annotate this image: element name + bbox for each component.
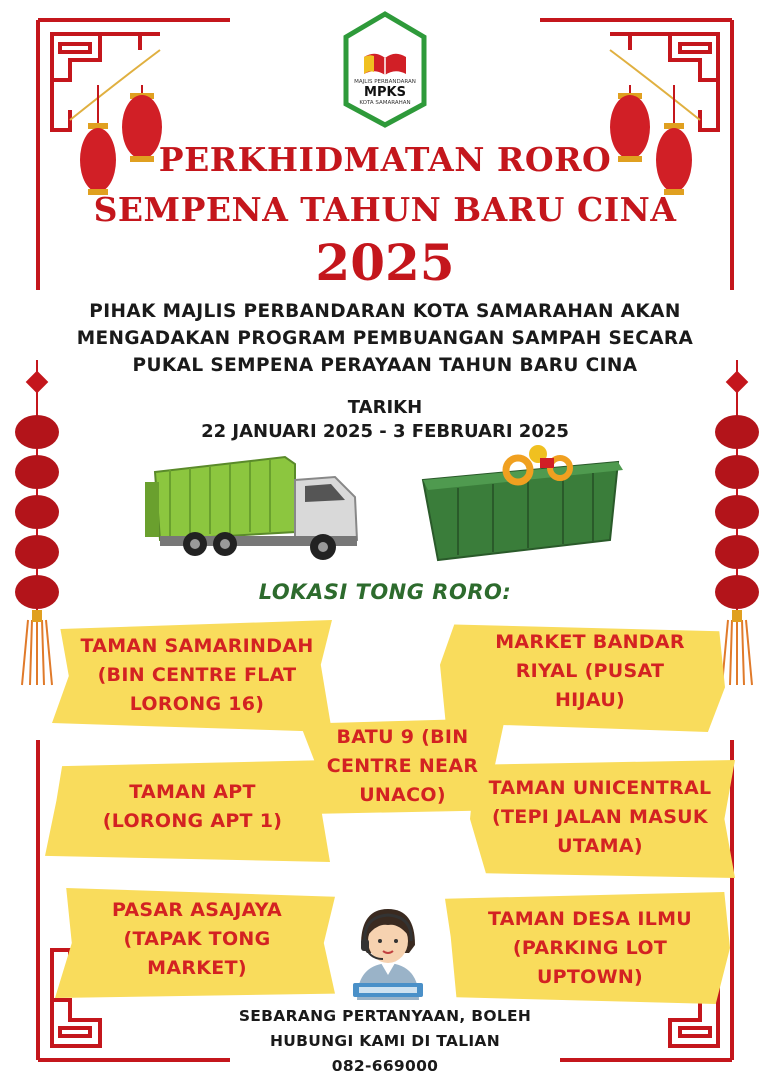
location-line: TAMAN SAMARINDAH [80, 635, 314, 657]
intro-line2: MENGADAKAN PROGRAM PEMBUANGAN SAMPAH SECARA [76, 328, 694, 349]
location-line: UTAMA) [557, 835, 643, 857]
contact-line1: SEBARANG PERTANYAAN, BOLEH [238, 1007, 532, 1025]
location-taman-desa-ilmu [455, 905, 725, 992]
logo-abbr: MPKS [364, 85, 406, 100]
location-line: CENTRE NEAR [326, 755, 479, 777]
location-line: BATU 9 (BIN [336, 726, 469, 748]
location-line: (LORONG APT 1) [102, 810, 283, 832]
location-line: (PARKING LOT [512, 937, 668, 959]
intro-line1: PIHAK MAJLIS PERBANDARAN KOTA SAMARAHAN AKAN [89, 301, 681, 322]
location-line: (TAPAK TONG [123, 928, 271, 950]
location-line: RIYAL (PUSAT [515, 660, 665, 682]
location-taman-apt [55, 778, 330, 836]
title-line2: SEMPENA TAHUN BARU CINA [93, 190, 677, 229]
logo-line2: KOTA SAMARAHAN [359, 100, 411, 106]
contact-line2: HUBUNGI KAMI DI TALIAN [269, 1032, 501, 1050]
intro-text [60, 298, 710, 379]
location-line: HIJAU) [554, 689, 626, 711]
location-line: TAMAN APT [129, 781, 256, 803]
location-taman-samarindah [62, 632, 332, 719]
call-center-operator-icon [343, 905, 433, 1000]
location-taman-unicentral [470, 774, 730, 861]
date-range: 22 JANUARI 2025 - 3 FEBRUARI 2025 [201, 421, 569, 442]
location-line: (TEPI JALAN MASUK [492, 806, 708, 828]
location-market-bandar-riyal [455, 628, 725, 715]
location-line: UNACO) [359, 784, 446, 806]
contact-phone[interactable]: 082-669000 [331, 1057, 439, 1075]
garbage-truck-icon [145, 452, 365, 562]
contact-block [200, 1004, 570, 1079]
title-year: 2025 [315, 233, 455, 292]
title-line1: PERKHIDMATAN RORO [158, 140, 612, 179]
mpks-logo [342, 12, 428, 127]
location-line: MARKET) [147, 957, 247, 979]
logo-line1: MAJLIS PERBANDARAN [354, 79, 416, 85]
location-line: TAMAN UNICENTRAL [488, 777, 712, 799]
lokasi-heading: LOKASI TONG RORO: [258, 580, 512, 604]
location-line: LORONG 16) [129, 693, 265, 715]
date-block [0, 396, 770, 444]
location-line: TAMAN DESA ILMU [487, 908, 693, 930]
roro-bin-icon [418, 440, 628, 570]
intro-line3: PUKAL SEMPENA PERAYAAN TAHUN BARU CINA [132, 355, 638, 376]
location-line: PASAR ASAJAYA [111, 899, 283, 921]
date-label: TARIKH [347, 397, 423, 418]
location-line: (BIN CENTRE FLAT [97, 664, 297, 686]
location-line: UPTOWN) [536, 966, 644, 988]
location-line: MARKET BANDAR [495, 631, 685, 653]
location-pasar-asajaya [62, 896, 332, 983]
